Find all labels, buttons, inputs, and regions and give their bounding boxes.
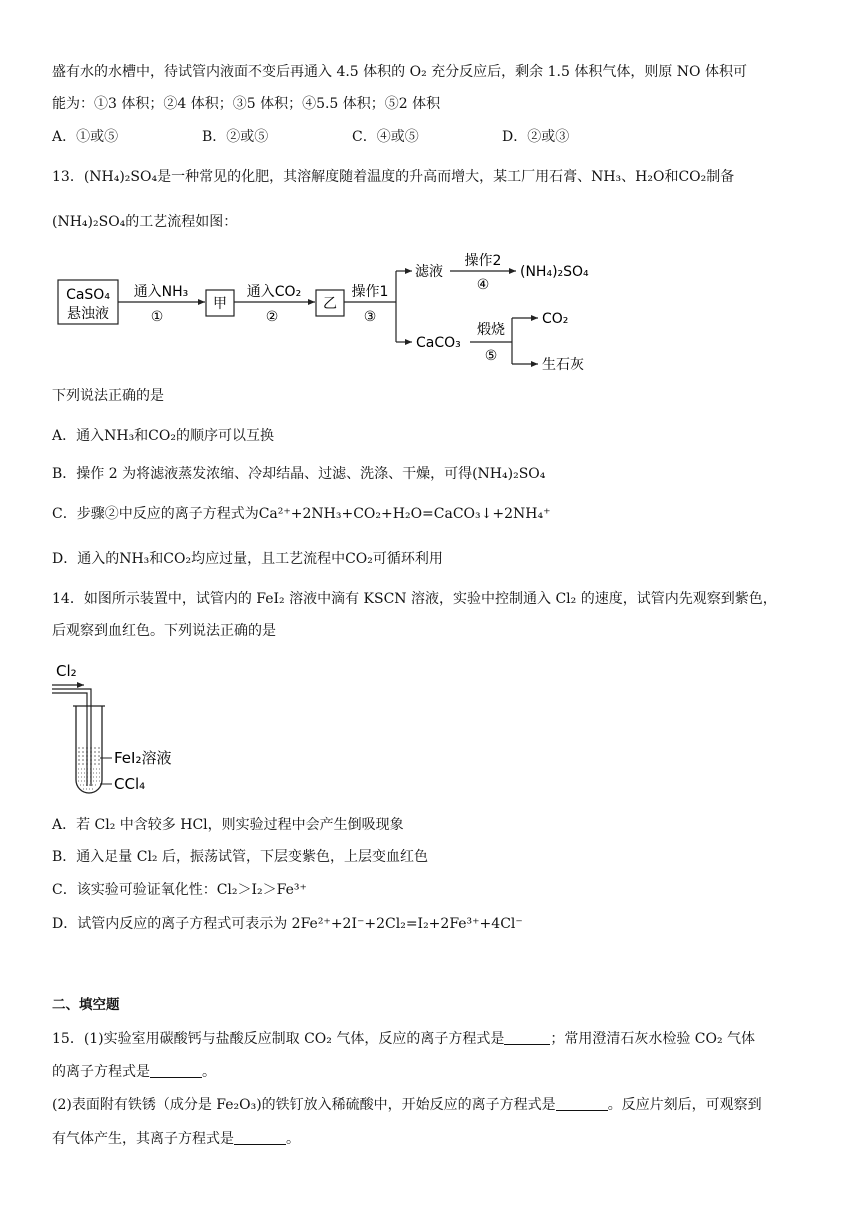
co2-label: CO₂	[542, 311, 569, 327]
test-tube	[76, 706, 102, 793]
section-title: 二、填空题	[52, 997, 120, 1013]
step5-label: 煅烧	[477, 322, 505, 338]
q14-option-b: B．通入足量 Cl₂ 后，振荡试管，下层变紫色，上层变血红色	[52, 849, 428, 865]
q13-option-c: C．步骤②中反应的离子方程式为Ca²⁺+2NH₃+CO₂+H₂O=CaCO₃↓+2NH₄⁺	[52, 506, 551, 522]
q15-text-2c: 有气体产生，其离子方程式是	[52, 1131, 234, 1147]
fei2-solution-layer	[78, 748, 100, 764]
test-tube-apparatus	[50, 654, 210, 804]
q14-stem-line-1: 14．如图所示装置中，试管内的 FeI₂ 溶液中滴有 KSCN 溶液，实验中控制通入 Cl₂ 的速度，试管内先观察到紫色，	[52, 591, 777, 607]
step3-label: 操作1	[351, 284, 389, 300]
q12-option-a: A．①或⑤	[52, 129, 119, 145]
q15-line-4	[52, 1129, 300, 1149]
fei2-solution-label: FeI₂溶液	[114, 749, 172, 767]
q13-option-d: D．通入的NH₃和CO₂均应过量，且工艺流程中CO₂可循环利用	[52, 551, 443, 567]
q15-text-1a: 15．(1)实验室用碳酸钙与盐酸反应制取 CO₂ 气体，反应的离子方程式是	[52, 1031, 505, 1047]
q13-option-a: A．通入NH₃和CO₂的顺序可以互换	[52, 428, 274, 444]
step1-number: ①	[150, 309, 164, 325]
step5-number: ⑤	[484, 348, 498, 364]
yi-label: 乙	[323, 296, 337, 312]
q13-prompt: 下列说法正确的是	[52, 388, 164, 404]
q12-option-b: B．②或⑤	[202, 129, 269, 145]
answer-blank-3[interactable]	[556, 1096, 608, 1111]
jia-label: 甲	[213, 296, 227, 312]
suspension-label: 悬浊液	[67, 306, 109, 322]
q13-option-b: B．操作 2 为将滤液蒸发浓缩、冷却结晶、过滤、洗涤、干燥，可得(NH₄)₂SO₄	[52, 466, 546, 482]
q14-option-c: C．该实验可验证氧化性：Cl₂＞I₂＞Fe³⁺	[52, 882, 307, 898]
q14-option-d: D．试管内反应的离子方程式可表示为 2Fe²⁺+2I⁻+2Cl₂=I₂+2Fe³⁺+4Cl⁻	[52, 916, 523, 932]
caso4-label: CaSO₄	[66, 287, 110, 303]
step4-number: ④	[476, 277, 490, 293]
step4-label: 操作2	[464, 253, 502, 269]
answer-blank-1[interactable]	[504, 1030, 550, 1045]
process-flow-diagram	[50, 246, 610, 380]
q15-text-2b: 。反应片刻后，可观察到	[607, 1097, 762, 1113]
step1-label: 通入NH₃	[133, 284, 189, 300]
caco3-label: CaCO₃	[416, 335, 461, 351]
step2-label: 通入CO₂	[246, 284, 302, 300]
product-label: (NH₄)₂SO₄	[520, 264, 589, 280]
q15-text-1b: ；常用澄清石灰水检验 CO₂ 气体	[550, 1031, 756, 1047]
q14-option-a: A．若 Cl₂ 中含较多 HCl，则实验过程中会产生倒吸现象	[52, 817, 404, 833]
q12-line-1: 盛有水的水槽中，待试管内液面不变后再通入 4.5 体积的 O₂ 充分反应后，剩余 1.5 体积气体，则原 NO 体积可	[52, 64, 747, 80]
cl2-label: Cl₂	[56, 662, 77, 680]
lime-label: 生石灰	[542, 357, 584, 373]
q13-stem-line-1: 13．(NH₄)₂SO₄是一种常见的化肥，其溶解度随着温度的升高而增大，某工厂用石膏、NH₃、H₂O和CO₂制备	[52, 169, 735, 185]
q15-text-2a: (2)表面附有铁锈（成分是 Fe₂O₃)的铁钉放入稀硫酸中，开始反应的离子方程式是	[52, 1097, 556, 1113]
q15-text-1d: 。	[202, 1064, 216, 1080]
answer-blank-4[interactable]	[234, 1130, 286, 1145]
step3-number: ③	[363, 309, 377, 325]
q14-stem-line-2: 后观察到血红色。下列说法正确的是	[52, 623, 276, 639]
q12-option-c: C．④或⑤	[352, 129, 419, 145]
ccl4-label: CCl₄	[114, 775, 146, 793]
q15-text-2d: 。	[286, 1131, 300, 1147]
delivery-tube	[52, 689, 91, 786]
step2-number: ②	[265, 309, 279, 325]
q12-option-d: D．②或③	[502, 129, 570, 145]
q12-line-2: 能为：①3 体积；②4 体积；③5 体积；④5.5 体积；⑤2 体积	[52, 96, 441, 112]
q13-stem-line-2: (NH₄)₂SO₄的工艺流程如图：	[52, 214, 238, 230]
q15-line-3	[52, 1095, 762, 1115]
q15-line-2	[52, 1062, 216, 1082]
ccl4-layer	[78, 769, 100, 789]
answer-blank-2[interactable]	[150, 1063, 202, 1078]
q15-text-1c: 的离子方程式是	[52, 1064, 150, 1080]
q15-line-1	[52, 1029, 755, 1049]
filtrate-label: 滤液	[415, 264, 443, 280]
